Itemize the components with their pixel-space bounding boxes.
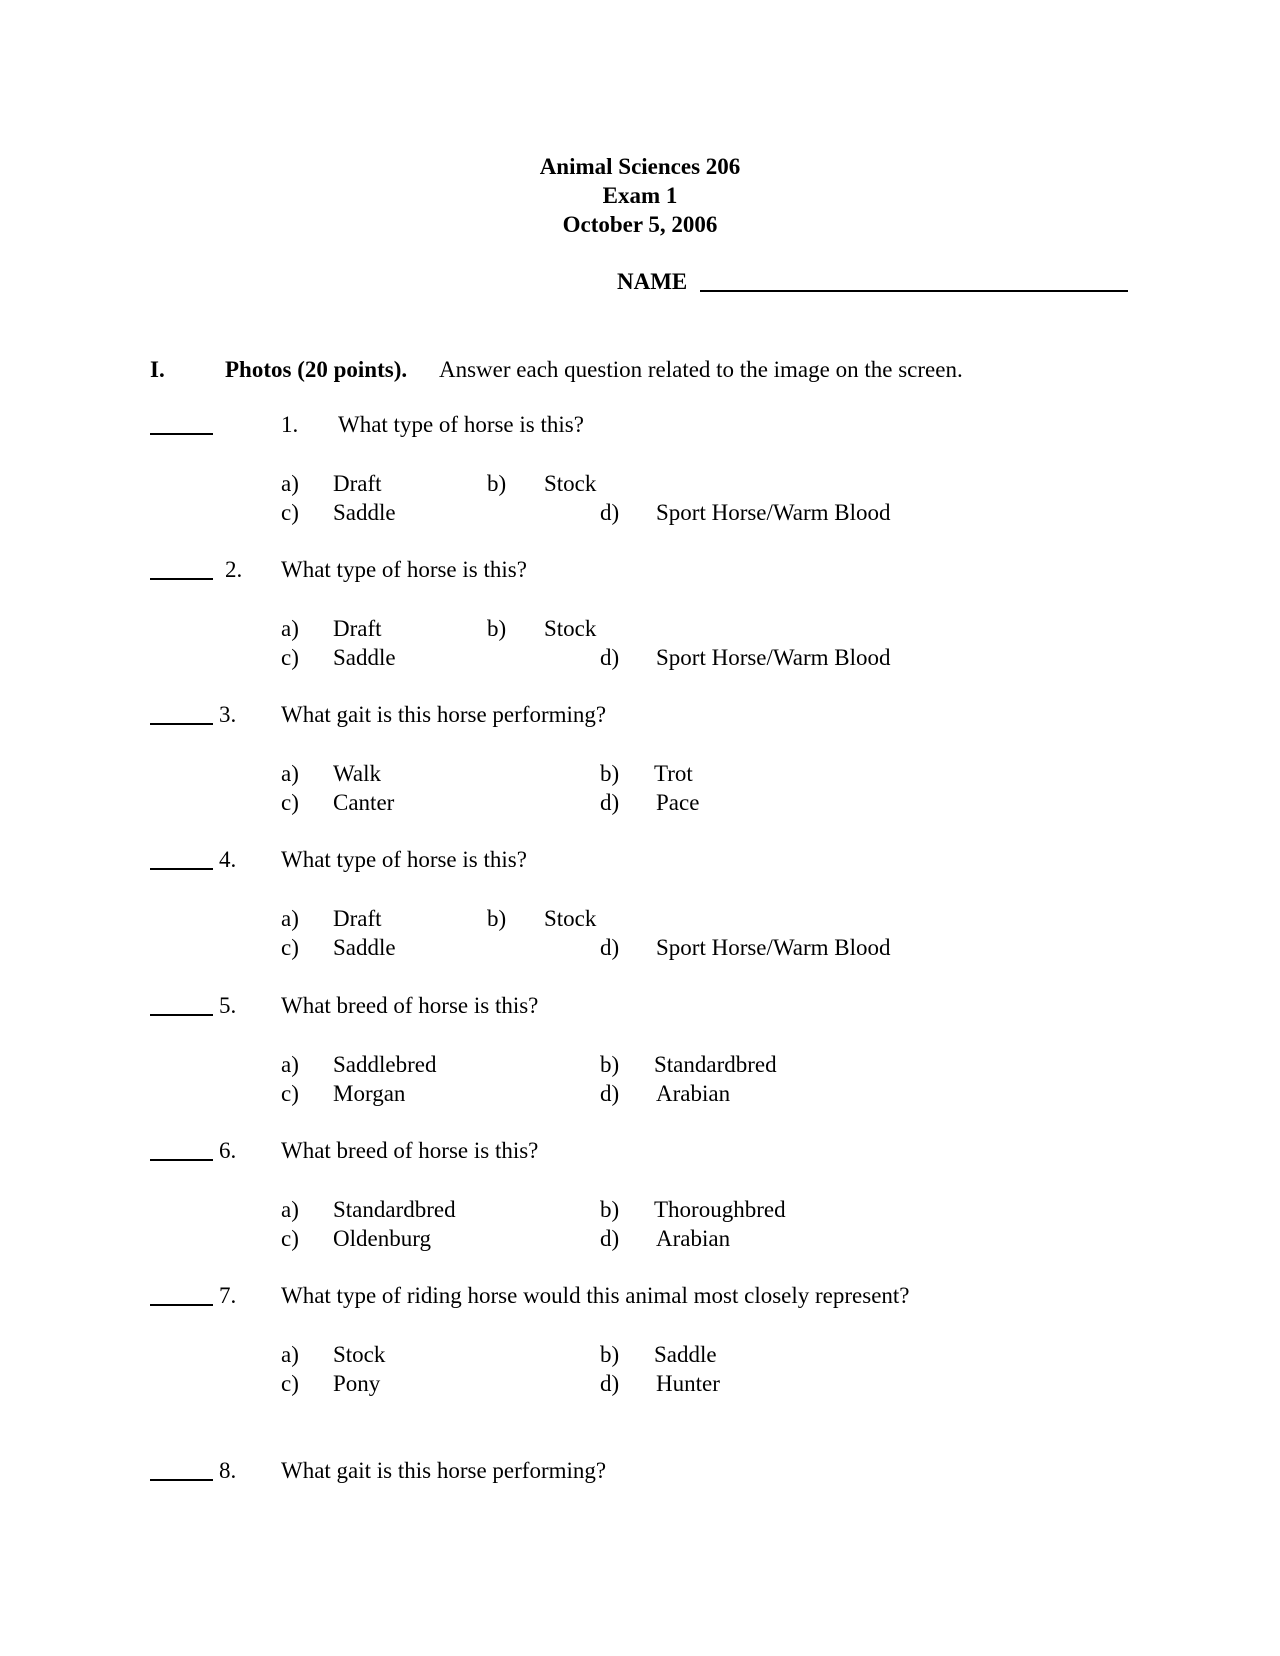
question-number: 3. — [219, 702, 237, 727]
option-text[interactable]: Trot — [654, 761, 693, 786]
answer-blank[interactable] — [150, 1159, 213, 1161]
option-text[interactable]: Walk — [333, 761, 381, 786]
answer-blank[interactable] — [150, 1304, 213, 1306]
question-number: 2. — [225, 557, 243, 582]
option-letter: c) — [281, 500, 299, 525]
option-text[interactable]: Oldenburg — [333, 1226, 431, 1251]
option-letter: c) — [281, 935, 299, 960]
question-number: 4. — [219, 847, 237, 872]
option-text[interactable]: Arabian — [656, 1081, 731, 1106]
answer-blank[interactable] — [150, 578, 213, 580]
option-letter: b) — [600, 1052, 620, 1077]
option-text[interactable]: Standardbred — [333, 1197, 456, 1222]
option-text[interactable]: Sport Horse/Warm Blood — [656, 645, 891, 670]
option-letter: a) — [281, 761, 299, 786]
option-letter: b) — [487, 471, 507, 496]
option-text[interactable]: Draft — [333, 616, 382, 641]
section-instructions: Answer each question related to the image on the screen. — [439, 357, 963, 382]
name-blank-line[interactable] — [700, 290, 1128, 292]
option-text[interactable]: Draft — [333, 471, 382, 496]
option-letter: d) — [600, 500, 620, 525]
option-letter: a) — [281, 1342, 299, 1367]
option-letter: a) — [281, 1197, 299, 1222]
question-text: What type of horse is this? — [338, 412, 584, 437]
option-text[interactable]: Pace — [656, 790, 700, 815]
option-letter: d) — [600, 790, 620, 815]
option-letter: c) — [281, 645, 299, 670]
answer-blank[interactable] — [150, 1014, 213, 1016]
option-letter: d) — [600, 1226, 620, 1251]
option-text[interactable]: Hunter — [656, 1371, 720, 1396]
section-title: Photos (20 points). — [225, 357, 408, 382]
option-text[interactable]: Draft — [333, 906, 382, 931]
question-number: 5. — [219, 993, 237, 1018]
answer-blank[interactable] — [150, 433, 213, 435]
option-text[interactable]: Saddle — [333, 935, 396, 960]
question-number: 7. — [219, 1283, 237, 1308]
option-text[interactable]: Morgan — [333, 1081, 406, 1106]
option-letter: b) — [600, 1197, 620, 1222]
exam-title: Exam 1 — [602, 183, 678, 208]
option-letter: b) — [600, 761, 620, 786]
option-letter: b) — [487, 906, 507, 931]
answer-blank[interactable] — [150, 723, 213, 725]
answer-blank[interactable] — [150, 1479, 213, 1481]
option-text[interactable]: Sport Horse/Warm Blood — [656, 935, 891, 960]
question-text: What breed of horse is this? — [281, 993, 539, 1018]
question-number: 6. — [219, 1138, 237, 1163]
option-letter: d) — [600, 1081, 620, 1106]
option-text[interactable]: Sport Horse/Warm Blood — [656, 500, 891, 525]
option-letter: a) — [281, 1052, 299, 1077]
question-text: What type of horse is this? — [281, 557, 527, 582]
option-letter: a) — [281, 906, 299, 931]
option-text[interactable]: Saddle — [333, 645, 396, 670]
option-text[interactable]: Saddle — [333, 500, 396, 525]
question-text: What gait is this horse performing? — [281, 702, 607, 727]
section-numeral: I. — [150, 357, 165, 382]
option-letter: d) — [600, 935, 620, 960]
option-letter: c) — [281, 1081, 299, 1106]
option-letter: d) — [600, 1371, 620, 1396]
option-letter: d) — [600, 645, 620, 670]
option-letter: c) — [281, 1371, 299, 1396]
exam-date: October 5, 2006 — [562, 212, 718, 237]
option-text[interactable]: Pony — [333, 1371, 381, 1396]
option-text[interactable]: Stock — [544, 471, 597, 496]
option-text[interactable]: Arabian — [656, 1226, 731, 1251]
option-letter: b) — [600, 1342, 620, 1367]
option-text[interactable]: Saddlebred — [333, 1052, 437, 1077]
option-letter: a) — [281, 471, 299, 496]
question-number: 8. — [219, 1458, 237, 1483]
option-text[interactable]: Canter — [333, 790, 395, 815]
option-letter: c) — [281, 1226, 299, 1251]
question-text: What type of riding horse would this animal most closely represent? — [281, 1283, 910, 1308]
course-title: Animal Sciences 206 — [539, 154, 741, 179]
question-text: What breed of horse is this? — [281, 1138, 539, 1163]
option-text[interactable]: Stock — [544, 616, 597, 641]
option-letter: b) — [487, 616, 507, 641]
answer-blank[interactable] — [150, 868, 213, 870]
question-text: What gait is this horse performing? — [281, 1458, 607, 1483]
option-text[interactable]: Thoroughbred — [654, 1197, 786, 1222]
option-text[interactable]: Stock — [333, 1342, 386, 1367]
option-text[interactable]: Saddle — [654, 1342, 717, 1367]
option-text[interactable]: Standardbred — [654, 1052, 777, 1077]
option-text[interactable]: Stock — [544, 906, 597, 931]
option-letter: c) — [281, 790, 299, 815]
name-label: NAME — [617, 269, 688, 294]
question-number: 1. — [281, 412, 299, 437]
option-letter: a) — [281, 616, 299, 641]
question-text: What type of horse is this? — [281, 847, 527, 872]
